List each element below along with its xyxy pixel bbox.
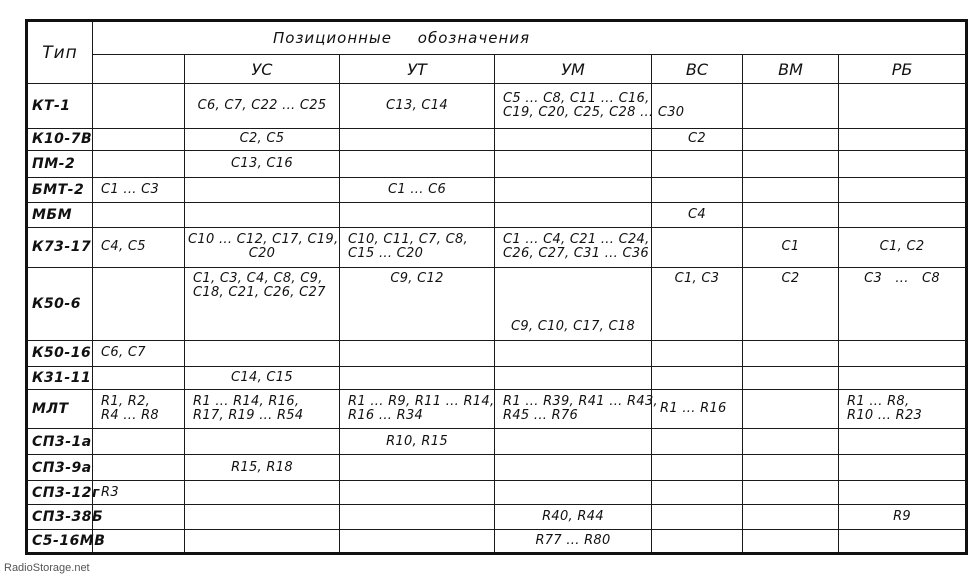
designation-cell: С14, С15 xyxy=(185,367,340,389)
table-row xyxy=(27,202,967,227)
designation-cell xyxy=(340,340,495,366)
designation-cell xyxy=(93,202,185,227)
designation-cell: С4, С5 xyxy=(93,228,185,268)
designation-cell: R15, R18 xyxy=(185,455,340,480)
column-header-blank xyxy=(93,55,185,84)
designation-cell xyxy=(743,367,839,389)
component-type-cell: К50-6 xyxy=(27,267,93,340)
designation-cell xyxy=(743,529,839,553)
designation-cell xyxy=(185,529,340,553)
designation-cell: С1 ... С4, С21 ... С24, С26, С27, С31 ... С36 xyxy=(495,228,652,268)
designation-cell: С1 ... С3 xyxy=(93,178,185,202)
table-header xyxy=(27,21,967,84)
designation-cell xyxy=(340,480,495,504)
designation-cell: R3 xyxy=(93,480,185,504)
column-header-вс: ВС xyxy=(652,55,743,84)
designation-cell xyxy=(839,529,967,553)
table-row xyxy=(27,367,967,389)
designation-cell: С1, С2 xyxy=(839,228,967,268)
designation-cell: С1, С3 xyxy=(652,267,743,340)
designation-cell xyxy=(93,429,185,455)
column-header-рб: РБ xyxy=(839,55,967,84)
designation-cell: С6, С7 xyxy=(93,340,185,366)
designation-cell xyxy=(340,505,495,529)
designation-cell xyxy=(93,529,185,553)
designation-cell xyxy=(185,429,340,455)
designation-cell xyxy=(743,84,839,129)
designation-cell: R1 ... R9, R11 ... R14, R16 ... R34 xyxy=(340,389,495,429)
designation-cell xyxy=(93,367,185,389)
designation-cell: R1 ... R39, R41 ... R43, R45 ... R76 xyxy=(495,389,652,429)
designation-cell xyxy=(495,367,652,389)
designation-cell xyxy=(93,128,185,150)
designation-cell xyxy=(185,178,340,202)
designation-cell xyxy=(743,429,839,455)
table-row xyxy=(27,505,967,529)
designation-cell: R40, R44 xyxy=(495,505,652,529)
designation-cell xyxy=(743,340,839,366)
designation-cell xyxy=(340,455,495,480)
designation-cell xyxy=(652,150,743,177)
designation-cell xyxy=(495,202,652,227)
designation-cell xyxy=(495,429,652,455)
designation-cell xyxy=(652,505,743,529)
table-row xyxy=(27,389,967,429)
designation-cell xyxy=(743,480,839,504)
component-type-cell: ПМ-2 xyxy=(27,150,93,177)
table-row xyxy=(27,178,967,202)
designation-cell xyxy=(495,480,652,504)
watermark: RadioStorage.net xyxy=(4,562,90,574)
designation-cell: С1 ... С6 xyxy=(340,178,495,202)
table-row xyxy=(27,128,967,150)
designation-cell: С5 ... С8, С11 ... С16, С19, С20, С25, С28 ... С30 xyxy=(495,84,652,129)
table-row xyxy=(27,529,967,553)
designation-cell: С2 xyxy=(652,128,743,150)
table-row xyxy=(27,480,967,504)
designation-cell xyxy=(839,84,967,129)
designation-cell xyxy=(743,455,839,480)
type-column-header: Тип xyxy=(27,21,93,84)
component-type-cell: МЛТ xyxy=(27,389,93,429)
designation-cell xyxy=(495,128,652,150)
designation-cell xyxy=(652,429,743,455)
component-type-cell: К50-16 xyxy=(27,340,93,366)
component-type-cell: КТ-1 xyxy=(27,84,93,129)
table-row xyxy=(27,228,967,268)
column-header-вм: ВМ xyxy=(743,55,839,84)
component-position-table xyxy=(25,19,968,555)
component-type-cell: К73-17 xyxy=(27,228,93,268)
designation-cell xyxy=(93,84,185,129)
designation-cell xyxy=(93,455,185,480)
designation-cell: R1 ... R14, R16, R17, R19 ... R54 xyxy=(185,389,340,429)
table-row xyxy=(27,429,967,455)
designation-cell xyxy=(495,178,652,202)
designation-cell xyxy=(839,480,967,504)
designation-cell xyxy=(340,128,495,150)
component-type-cell: СП3-1а xyxy=(27,429,93,455)
component-type-cell: МБМ xyxy=(27,202,93,227)
designation-cell xyxy=(340,529,495,553)
table-row xyxy=(27,455,967,480)
component-type-cell: С5-16МВ xyxy=(27,529,93,553)
designation-cell: С3 ... С8 xyxy=(839,267,967,340)
designation-cell xyxy=(185,202,340,227)
designation-cell xyxy=(185,340,340,366)
column-header-ут: УТ xyxy=(340,55,495,84)
designation-cell: С1 xyxy=(743,228,839,268)
designation-cell xyxy=(495,340,652,366)
designation-cell: R1, R2, R4 ... R8 xyxy=(93,389,185,429)
designation-cell xyxy=(743,128,839,150)
designation-cell xyxy=(839,178,967,202)
component-type-cell: СП3-12г xyxy=(27,480,93,504)
column-header-ум: УМ xyxy=(495,55,652,84)
designation-cell: С4 xyxy=(652,202,743,227)
designation-cell xyxy=(743,505,839,529)
designation-cell xyxy=(495,455,652,480)
component-type-cell: СП3-9а xyxy=(27,455,93,480)
designation-cell xyxy=(652,178,743,202)
designation-cell xyxy=(652,340,743,366)
designation-cell xyxy=(839,429,967,455)
component-type-cell: СП3-38Б xyxy=(27,505,93,529)
designation-cell xyxy=(185,505,340,529)
designation-cell xyxy=(839,340,967,366)
designation-cell: R77 ... R80 xyxy=(495,529,652,553)
designation-cell xyxy=(839,202,967,227)
designation-cell xyxy=(495,150,652,177)
designation-cell: С9, С12 xyxy=(340,267,495,340)
designation-cell xyxy=(93,150,185,177)
designation-cell xyxy=(839,367,967,389)
designation-cell: С9, С10, С17, С18 xyxy=(495,267,652,340)
designation-cell xyxy=(340,367,495,389)
designation-cell xyxy=(652,228,743,268)
designation-cell: R10, R15 xyxy=(340,429,495,455)
component-type-cell: БМТ-2 xyxy=(27,178,93,202)
designation-cell xyxy=(839,128,967,150)
designation-cell: R1 ... R8, R10 ... R23 xyxy=(839,389,967,429)
column-header-ус: УС xyxy=(185,55,340,84)
table-row xyxy=(27,84,967,129)
designation-cell xyxy=(839,150,967,177)
position-designations-header: Позиционные обозначения xyxy=(93,21,967,55)
designation-cell xyxy=(839,455,967,480)
designation-cell xyxy=(340,150,495,177)
designation-cell xyxy=(185,480,340,504)
designation-cell: R9 xyxy=(839,505,967,529)
designation-cell: С2 xyxy=(743,267,839,340)
designation-cell: С1, С3, С4, С8, С9, С18, С21, С26, С27 xyxy=(185,267,340,340)
designation-cell: R1 ... R16 xyxy=(652,389,743,429)
designation-cell: С2, С5 xyxy=(185,128,340,150)
component-type-cell: К31-11 xyxy=(27,367,93,389)
table-row xyxy=(27,150,967,177)
designation-cell xyxy=(93,505,185,529)
component-type-cell: К10-7В xyxy=(27,128,93,150)
designation-cell: С6, С7, С22 ... С25 xyxy=(185,84,340,129)
module-columns-header-row xyxy=(27,55,967,84)
designation-cell xyxy=(743,150,839,177)
designation-cell: С10 ... С12, С17, С19, С20 xyxy=(185,228,340,268)
designation-cell xyxy=(743,202,839,227)
designation-cell xyxy=(652,455,743,480)
designation-cell xyxy=(652,480,743,504)
table-row xyxy=(27,267,967,340)
table-row xyxy=(27,340,967,366)
designation-cell xyxy=(743,178,839,202)
designation-cell xyxy=(743,389,839,429)
designation-cell xyxy=(652,529,743,553)
designation-cell xyxy=(93,267,185,340)
designation-cell xyxy=(340,202,495,227)
designation-cell: С13, С14 xyxy=(340,84,495,129)
table-body xyxy=(27,84,967,554)
designation-cell: С10, С11, С7, С8, С15 ... С20 xyxy=(340,228,495,268)
designation-cell: С13, С16 xyxy=(185,150,340,177)
designation-cell xyxy=(652,367,743,389)
